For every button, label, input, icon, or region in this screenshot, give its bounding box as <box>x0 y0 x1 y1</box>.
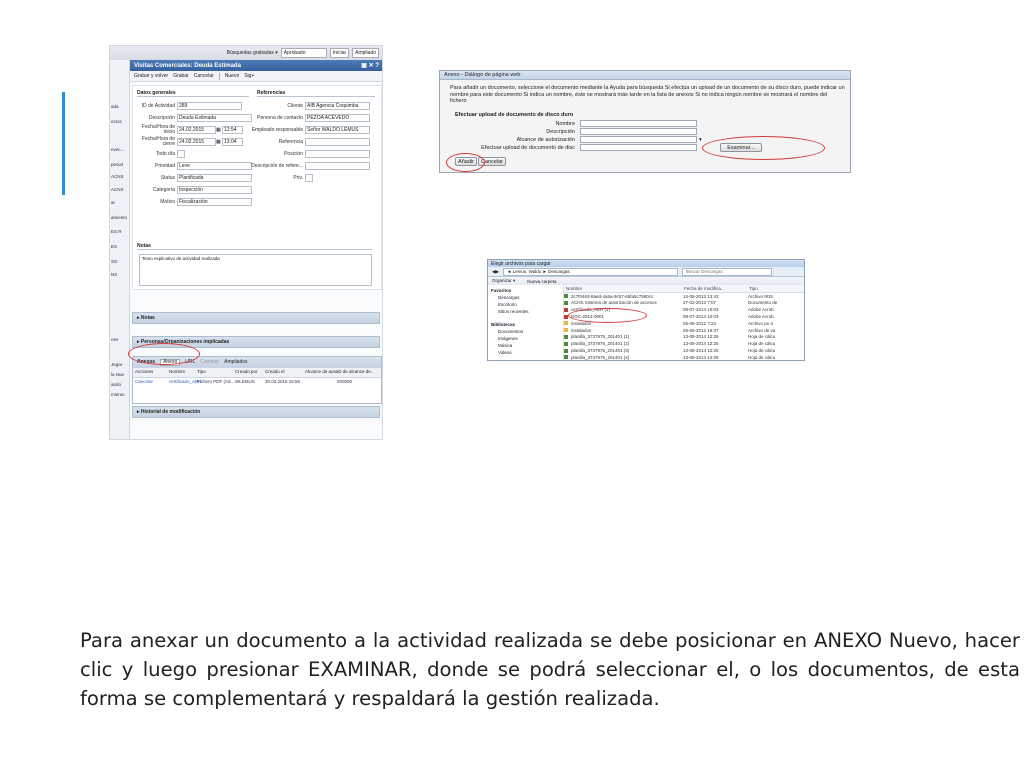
new-folder-button[interactable]: Nueva carpeta <box>527 278 557 284</box>
field-label: Nombre <box>555 120 575 127</box>
change-button[interactable]: Cambiar <box>200 359 220 365</box>
description-input[interactable]: Deuda Estimada <box>177 114 252 122</box>
file-name: planilla_3737975_201401 (4) <box>571 354 630 360</box>
file-date: 05-06-2012 7:23 <box>683 320 717 326</box>
field-label: Descripción <box>546 128 575 135</box>
browse-button[interactable]: Examinar... <box>720 143 762 152</box>
field-private <box>251 174 313 182</box>
field-label: Todo día <box>155 150 175 157</box>
all-day-checkbox[interactable] <box>177 150 185 158</box>
file-name: certificado_AER (1) <box>571 307 611 313</box>
field-label: Cliente <box>287 102 303 109</box>
attachments-header <box>133 368 381 378</box>
save-button[interactable]: Grabar <box>173 72 189 79</box>
notes-heading: Notas <box>137 244 372 250</box>
folder-icon <box>564 321 568 325</box>
file-chooser-title: Elegir archivos para cargar <box>488 260 804 267</box>
sidebar-item[interactable]: nes <box>111 337 119 342</box>
panel-label: Historial de modificación <box>140 408 201 415</box>
field-label: Descripción de refere... <box>251 162 303 169</box>
column-header: Nombre <box>169 369 186 375</box>
panel-label: Notas <box>140 314 155 321</box>
file-type: Adobe Acrob <box>748 314 774 320</box>
organize-button[interactable]: Organizar ▾ <box>492 278 516 283</box>
dialog-subtitle: Efectuar upload de documento de disco duro <box>455 112 574 118</box>
name-input[interactable] <box>580 120 697 127</box>
field-all-day <box>133 150 185 158</box>
file-type: Adobe Acrob <box>748 307 774 313</box>
sidebar-item[interactable]: SO <box>111 259 118 264</box>
crm-screenshot <box>109 45 383 440</box>
file-name: 2c7f0463-8aed-4a5a-9c57-65fa5c7580cc <box>571 293 654 299</box>
sidebar-item[interactable]: ACNS <box>111 187 124 192</box>
attachment-type: Fichero PDF (Ad... <box>197 379 235 385</box>
accent-bar <box>62 92 65 195</box>
instruction-caption: Para anexar un documento a la actividad realizada se debe posicionar en ANEXO Nuevo, hacer clic y luego presionar EXAMINAR, donde se podrá seleccionar el, o los documentos, de esta forma se complementará y respaldará la gestión realizada. <box>80 629 1020 710</box>
end-time-input[interactable]: 13:04 <box>222 138 243 146</box>
cancel-dialog-button[interactable]: Cancelar <box>478 157 506 166</box>
pdf-file-icon <box>564 308 568 312</box>
file-icon <box>564 355 568 359</box>
table-row[interactable] <box>133 378 381 387</box>
file-type: Archivo de va <box>748 327 776 333</box>
record-title: Visitas Comerciales: Deuda Estimada <box>134 62 241 69</box>
folder-icon <box>564 328 568 332</box>
field-category <box>133 186 252 194</box>
client-input[interactable]: AIB Agencia Coquimba <box>305 102 370 110</box>
expand-arrow-icon: ▸ <box>137 408 141 415</box>
file-name: instalados <box>571 327 592 333</box>
contact-input[interactable]: PEZOA ACEVEDO <box>305 114 370 122</box>
file-list-header <box>564 285 804 293</box>
field-activity-id <box>133 102 242 110</box>
sidebar-item[interactable]: nvec... <box>111 147 125 152</box>
reason-select[interactable]: Fiscalización <box>177 198 252 206</box>
saved-searches-select[interactable]: Aprobado <box>281 48 327 58</box>
field-label: ID de Actividad <box>141 102 175 109</box>
file-name: ACHS Sistema de autorización de accesos <box>571 300 657 306</box>
column-header: Creado el <box>265 369 285 375</box>
record-title-bar <box>130 60 382 71</box>
advanced-button[interactable]: Ampliado <box>352 48 379 58</box>
file-row[interactable] <box>564 354 804 361</box>
file-type: Hoja de cálcu <box>748 348 776 354</box>
field-start-datetime <box>133 126 243 134</box>
field-label: Alcance de autorización <box>516 136 575 143</box>
file-name: DOC-2014-0001 <box>571 314 605 320</box>
navigation-pane <box>488 285 564 360</box>
crm-main <box>130 60 382 439</box>
chevron-down-icon[interactable]: ▾ <box>699 136 702 143</box>
file-icon <box>564 349 568 353</box>
attachment-date: 30.03.2015 15:55 <box>265 379 301 385</box>
sidebar-item[interactable]: ada <box>111 104 119 109</box>
nav-videos[interactable]: Videos <box>498 350 512 355</box>
file-name: instalados <box>571 320 592 326</box>
field-status <box>133 174 252 182</box>
sidebar-item[interactable]: ando <box>111 382 122 387</box>
file-type: Documento de <box>748 300 778 306</box>
sidebar-item[interactable]: amiento <box>111 215 128 220</box>
field-label: Posición <box>284 150 303 157</box>
field-label: Status <box>160 174 175 181</box>
sidebar-item[interactable]: ar <box>111 200 116 205</box>
column-header[interactable]: Tipo <box>749 285 758 291</box>
file-date: 13-08-2014 12:25 <box>683 341 719 347</box>
field-label: Efectuar upload de documento de disc <box>481 144 575 151</box>
column-header[interactable]: Nombre <box>566 285 583 291</box>
column-header: Acciones <box>135 369 154 375</box>
file-row[interactable] <box>564 340 804 347</box>
field-label: Prioridad <box>154 162 175 169</box>
category-select[interactable]: Inspección <box>177 186 252 194</box>
file-type: Archivo IRIS <box>748 293 774 299</box>
field-label: Fecha/Hora de cierre <box>141 136 175 147</box>
expand-arrow-icon: ▸ <box>137 338 141 345</box>
dialog-title: Anexo - Diálogo de página web <box>440 71 850 80</box>
file-row[interactable] <box>564 347 804 354</box>
nav-images[interactable]: Imágenes <box>498 336 518 341</box>
expand-arrow-icon: ▸ <box>137 314 141 321</box>
add-button[interactable]: Añadir <box>455 157 477 166</box>
attachments-tab[interactable]: Anexos <box>137 359 156 365</box>
field-contact <box>251 114 370 122</box>
calendar-icon[interactable]: ▦ <box>216 126 221 133</box>
file-icon <box>564 294 568 298</box>
position-input[interactable] <box>305 150 370 158</box>
sidebar-item[interactable]: ACNS <box>111 174 124 179</box>
sidebar-item[interactable]: ectos <box>111 119 122 124</box>
file-name: planilla_3737975_201401 (2) <box>571 341 630 347</box>
breadcrumb[interactable]: ◄ Lemus, Waldo ► Descargas <box>503 268 678 276</box>
toolbar-divider <box>219 73 220 80</box>
employee-input[interactable]: Señor WALDO LEMUS <box>305 126 370 134</box>
save-and-back-button[interactable]: Grabar y volver <box>134 72 169 79</box>
file-date: 08-07-2014 10:03 <box>683 307 719 313</box>
status-select[interactable]: Planificada <box>177 174 252 182</box>
annotation-ellipse <box>568 308 647 323</box>
nav-libraries[interactable]: Bibliotecas <box>491 322 516 327</box>
new-attachment-button[interactable]: Anexo <box>160 359 180 366</box>
search-input[interactable]: Buscar Descargas <box>682 268 772 276</box>
field-label: Categoría <box>153 186 175 193</box>
reference-input[interactable] <box>305 138 370 146</box>
field-employee <box>251 126 370 134</box>
file-date: 08-07-2014 10:03 <box>683 314 719 320</box>
sidebar-item[interactable]: Jegar <box>111 362 123 367</box>
file-type: Hoja de cálcu <box>748 354 776 360</box>
file-icon <box>564 301 568 305</box>
column-header: ID de alcance de... <box>337 369 375 375</box>
cancel-link[interactable]: Cancelar <box>135 379 154 385</box>
field-description <box>133 114 252 122</box>
column-header: Alcance de auto... <box>305 369 342 375</box>
file-date: 13-08-2014 12:25 <box>683 334 719 340</box>
sidebar-item[interactable]: miento <box>111 392 125 397</box>
file-chooser <box>487 259 805 361</box>
field-client <box>251 102 370 110</box>
general-data-heading: Datos generales <box>137 91 249 97</box>
file-rows <box>564 293 804 361</box>
column-header: Creado por <box>235 369 258 375</box>
field-position <box>251 150 370 158</box>
notes-panel[interactable] <box>132 312 380 324</box>
cancel-button[interactable]: Cancelar <box>193 72 214 79</box>
file-name: planilla_3737975_201401 (3) <box>571 348 630 354</box>
file-type: Hoja de cálcu <box>748 341 776 347</box>
nav-documents[interactable]: Documentos <box>498 329 524 334</box>
field-label: Motivo <box>160 198 175 205</box>
window-controls-icon[interactable]: ▣ ✕ ? <box>361 62 379 69</box>
file-type: Hoja de cálcu <box>748 334 776 340</box>
field-reference-description <box>251 162 370 170</box>
nav-desktop[interactable]: Escritorio <box>498 302 517 307</box>
nav-favorites[interactable]: Favoritos <box>491 288 512 293</box>
nav-downloads[interactable]: Descargas <box>498 295 520 300</box>
authorization-select[interactable] <box>580 136 697 143</box>
field-label: Fecha/Hora de inicio <box>141 124 175 135</box>
upload-dialog <box>439 70 851 173</box>
file-row[interactable] <box>564 300 804 307</box>
next-button[interactable]: Sig+ <box>244 72 255 79</box>
sidebar-item[interactable]: ES.R <box>111 229 122 234</box>
notes-textarea[interactable]: Texto explicativo de actividad realizada <box>139 254 372 286</box>
file-row[interactable] <box>564 293 804 300</box>
field-end-datetime <box>133 138 243 146</box>
file-row[interactable] <box>564 334 804 341</box>
dialog-info-text: Para añadir un documento, seleccione el documento mediante la Ayuda para búsqueda Si efectúa un upload de un documento de su disco duro, puede indicar un nombre para este documento Si indica un nombre, éste se mostrará más tarde en la lista de anexos Si no indica ningún nombre se mostrará el nombre del fichero <box>450 85 845 104</box>
file-name: planilla_3737975_201401 (1) <box>571 334 630 340</box>
address-bar <box>488 267 804 277</box>
file-date: 13-08-2014 12:25 <box>683 354 719 360</box>
activity-id-input[interactable]: 289 <box>177 102 242 110</box>
file-icon <box>564 342 568 346</box>
file-icon <box>564 335 568 339</box>
field-label: Referencia <box>278 138 303 145</box>
nav-music[interactable]: Música <box>498 343 513 348</box>
crm-sidebar <box>110 60 130 439</box>
annotation-ellipse <box>446 153 485 172</box>
end-date-input[interactable]: 24.02.2015 <box>177 138 216 146</box>
crm-toolbar <box>130 71 382 82</box>
activity-form <box>132 85 382 290</box>
private-checkbox[interactable] <box>305 174 313 182</box>
attachment-name-link[interactable]: certificado_AER <box>169 379 202 385</box>
field-label: Empleado responsable <box>251 126 303 133</box>
new-button[interactable]: Nuevo <box>224 72 240 79</box>
start-button[interactable]: Iniciar <box>330 48 349 58</box>
field-label: Descripción <box>148 114 175 121</box>
field-label: Persona de contacto <box>257 114 303 121</box>
file-date: 14-06-2013 13:43 <box>683 293 719 299</box>
sidebar-item[interactable]: la Nue <box>111 372 125 377</box>
sidebar-item[interactable]: ES <box>111 244 118 249</box>
nav-recent[interactable]: Sitios recientes <box>498 309 529 314</box>
references-heading: Referencias <box>257 91 375 97</box>
field-priority <box>133 162 252 170</box>
description-row <box>440 128 697 135</box>
advanced-link[interactable]: Ampliados <box>224 359 248 365</box>
upload-row <box>440 144 697 151</box>
sidebar-item[interactable]: NS <box>111 272 118 277</box>
field-reason <box>133 198 252 206</box>
crm-topbar <box>110 46 382 61</box>
field-reference <box>251 138 370 146</box>
calendar-icon[interactable]: ▦ <box>216 138 221 145</box>
priority-select[interactable]: Leve <box>177 162 252 170</box>
attachment-creator: WLEMUS <box>235 379 255 385</box>
file-row[interactable] <box>564 327 804 334</box>
file-path-input[interactable] <box>580 144 697 151</box>
annotation-ellipse <box>702 136 825 160</box>
authorization-row <box>440 136 702 143</box>
description-input[interactable] <box>580 128 697 135</box>
file-date: 05-06-2012 19:37 <box>683 327 719 333</box>
panel-label: Personas/Organizaciones implicadas <box>140 338 230 345</box>
name-row <box>440 120 697 127</box>
url-button[interactable]: URL <box>185 359 196 365</box>
sidebar-item[interactable]: pecial <box>111 162 123 167</box>
file-type: Archivo px-4 <box>748 320 774 326</box>
start-time-input[interactable]: 12:54 <box>222 126 243 134</box>
file-date: 27-02-2013 7:07 <box>683 300 717 306</box>
field-label: Priv. <box>293 174 303 181</box>
reference-description-input[interactable] <box>305 162 370 170</box>
attachment-scope-id: 000000 <box>337 379 353 385</box>
column-header: Tipo <box>197 369 206 375</box>
back-icon[interactable]: ◀▶ <box>492 268 499 274</box>
annotation-ellipse <box>128 343 200 365</box>
start-date-input[interactable]: 24.02.2015 <box>177 126 216 134</box>
history-panel[interactable] <box>132 406 380 418</box>
saved-searches-label[interactable]: Búsquedas grabadas ▾ <box>226 49 278 56</box>
file-date: 13-08-2014 12:25 <box>683 348 719 354</box>
column-header[interactable]: Fecha de modifica... <box>684 285 725 291</box>
